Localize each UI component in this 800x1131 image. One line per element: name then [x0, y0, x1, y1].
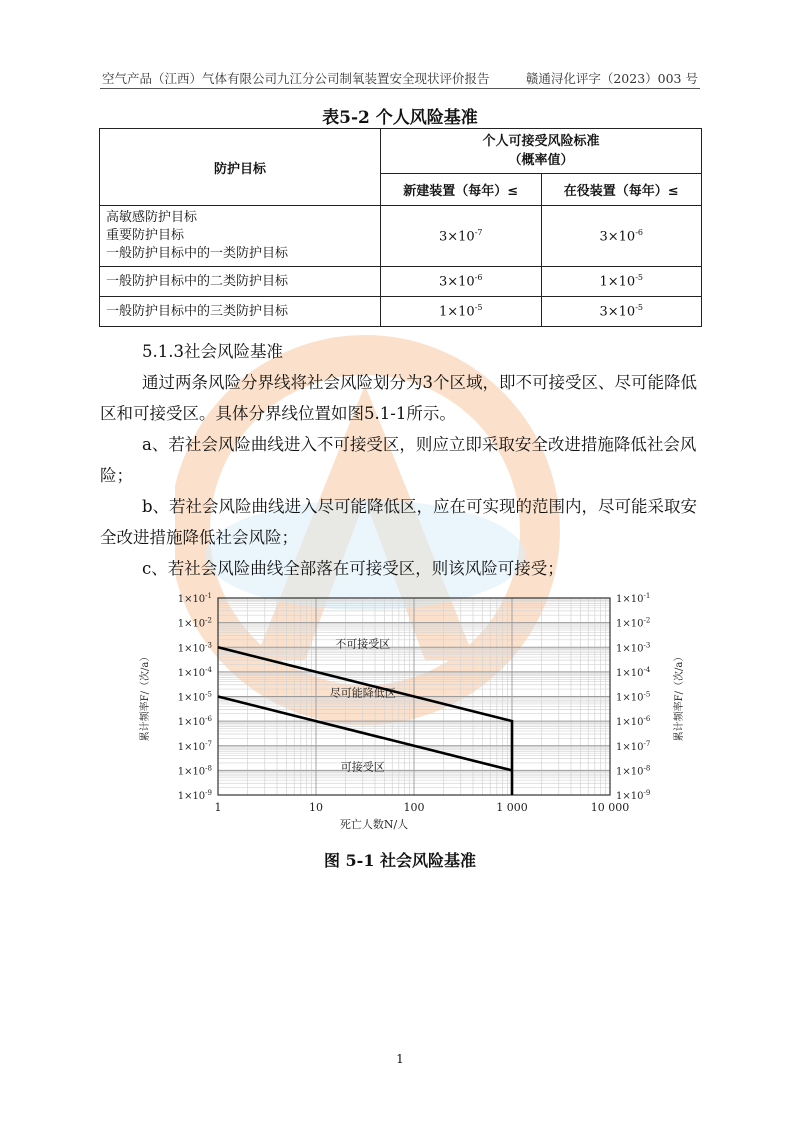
x-tick-label: 100: [403, 801, 425, 814]
paragraph-b: b、若社会风险曲线进入尽可能降低区，应在可实现的范围内，尽可能采取安全改进措施降低社会风险；: [100, 497, 698, 547]
value-exponent: -5: [635, 273, 643, 283]
section-heading: 5.1.3社会风险基准: [142, 342, 283, 361]
y-tick-label: $1\times 10^{-5}$: [177, 690, 212, 704]
new-value-cell: [381, 206, 542, 267]
y-tick-label: $1\times 10^{-1}$: [177, 592, 212, 605]
table-row: [100, 297, 702, 327]
y-tick-label: $1\times 10^{-4}$: [616, 665, 651, 679]
value-base: 3×10: [599, 229, 636, 245]
header-existing-installation: 在役装置（每年）≤: [541, 174, 702, 206]
value-base: 3×10: [438, 274, 475, 290]
target-item: 一般防护目标中的一类防护目标: [106, 246, 289, 261]
x-tick-label: 10: [309, 801, 323, 814]
table-title: 表5-2 个人风险基准: [322, 108, 478, 128]
region-label: 不可接受区: [335, 637, 391, 651]
header-report-title: 空气产品（江西）气体有限公司九江分公司制氧装置安全现状评价报告: [102, 71, 490, 86]
target-cell: [100, 297, 381, 327]
header-acceptable-risk: [381, 129, 702, 174]
y-tick-label: $1\times 10^{-7}$: [616, 739, 651, 753]
target-item: 一般防护目标中的三类防护目标: [106, 303, 289, 319]
y-tick-label: $1\times 10^{-8}$: [177, 764, 212, 778]
y-tick-label: $1\times 10^{-1}$: [616, 592, 651, 605]
header-report-number: 赣通浔化评字（2023）003 号: [525, 71, 698, 86]
y-axis-title-left: 累计频率F/（次/a）: [140, 651, 151, 742]
new-value-cell: [381, 267, 542, 297]
target-item: 高敏感防护目标: [106, 210, 198, 225]
target-cell: [100, 267, 381, 297]
region-label: 可接受区: [340, 760, 385, 774]
paragraph-intro: 通过两条风险分界线将社会风险划分为3个区域，即不可接受区、尽可能降低区和可接受区。具体分界线位置如图5.1-1所示。: [100, 373, 697, 423]
y-tick-label: $1\times 10^{-6}$: [177, 715, 212, 729]
existing-value-cell: [541, 267, 702, 297]
target-cell: [100, 206, 381, 267]
value-exponent: -5: [474, 303, 483, 313]
page-header: [100, 66, 700, 89]
target-item: 一般防护目标中的二类防护目标: [106, 273, 289, 289]
header-new-installation: 新建装置（每年）≤: [381, 174, 542, 206]
figure-title: 图 5-1 社会风险基准: [323, 851, 477, 870]
x-tick-label: 1: [214, 801, 222, 814]
existing-value-cell: [541, 297, 702, 327]
y-tick-label: $1\times 10^{-9}$: [616, 789, 651, 802]
y-tick-label: $1\times 10^{-2}$: [177, 616, 212, 630]
table-row: [100, 206, 702, 267]
x-tick-label: 1 000: [496, 801, 528, 814]
value-base: 1×10: [438, 304, 475, 320]
paragraph-a: a、若社会风险曲线进入不可接受区，则应立即采取安全改进措施降低社会风险；: [100, 435, 697, 485]
y-tick-label: $1\times 10^{-9}$: [177, 789, 212, 802]
y-tick-label: $1\times 10^{-5}$: [616, 690, 651, 704]
page-number: 1: [396, 1052, 404, 1066]
header-protection-target: 防护目标: [100, 129, 381, 206]
y-tick-label: $1\times 10^{-6}$: [616, 715, 651, 729]
value-exponent: -7: [474, 227, 483, 237]
individual-risk-table: [99, 128, 702, 327]
social-risk-fn-chart: [130, 582, 690, 832]
header-acceptable-risk-line2: （概率值）: [508, 153, 574, 168]
existing-value-cell: [541, 206, 702, 267]
y-tick-label: $1\times 10^{-2}$: [616, 616, 651, 630]
boundary-line-2: [218, 697, 512, 774]
y-tick-label: $1\times 10^{-3}$: [616, 641, 651, 655]
value-base: 3×10: [599, 304, 636, 320]
target-item: 重要防护目标: [106, 228, 185, 243]
y-tick-label: $1\times 10^{-4}$: [177, 665, 212, 679]
y-axis-title-right: 累计频率F/（次/a）: [674, 651, 685, 742]
x-tick-label: 10 000: [590, 801, 630, 814]
y-tick-label: $1\times 10^{-3}$: [177, 641, 212, 655]
new-value-cell: [381, 297, 542, 327]
table-row: [100, 267, 702, 297]
value-base: 3×10: [438, 229, 475, 245]
paragraph-c: c、若社会风险曲线全部落在可接受区，则该风险可接受；: [142, 559, 564, 578]
region-label: 尽可能降低区: [329, 686, 396, 700]
value-exponent: -5: [635, 303, 643, 313]
y-tick-label: $1\times 10^{-8}$: [616, 764, 651, 778]
value-exponent: -6: [474, 273, 483, 283]
y-tick-label: $1\times 10^{-7}$: [177, 739, 212, 753]
header-acceptable-risk-line1: 个人可接受风险标准: [482, 134, 600, 149]
value-base: 1×10: [599, 274, 636, 290]
x-axis-title: 死亡人数N/人: [339, 818, 409, 831]
value-exponent: -6: [635, 227, 643, 237]
